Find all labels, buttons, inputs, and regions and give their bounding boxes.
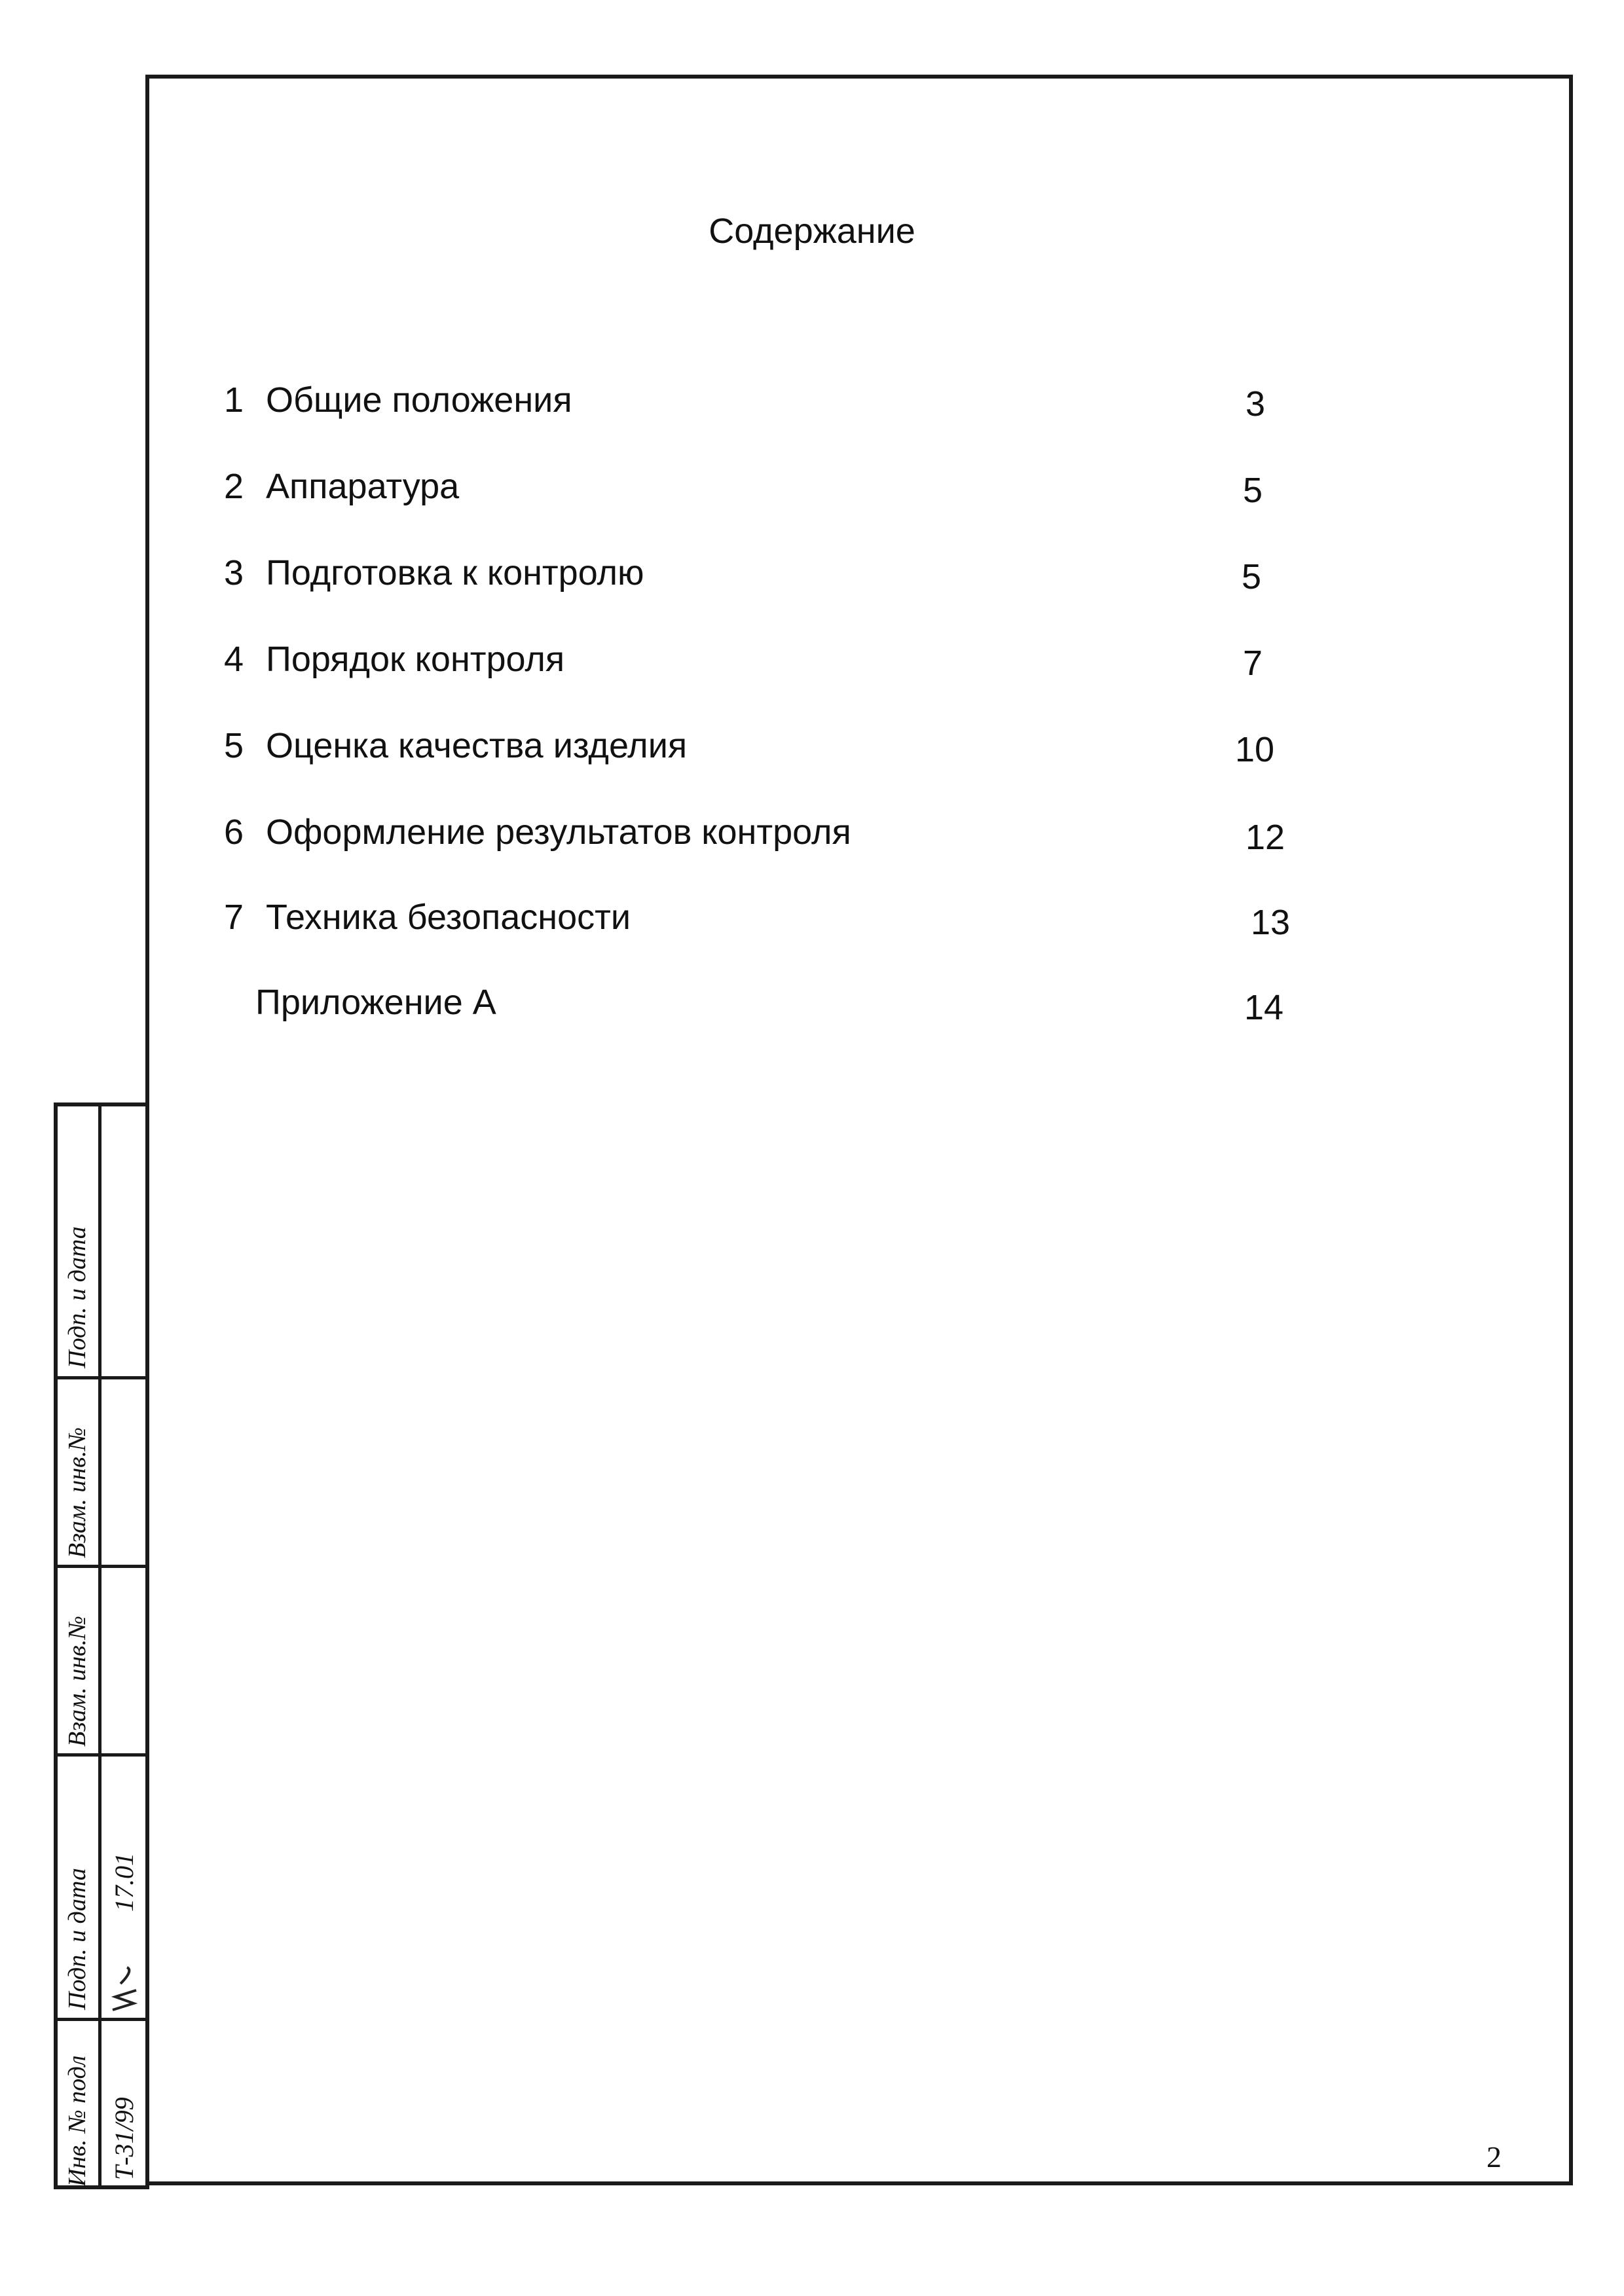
toc-page: 10 <box>1235 730 1275 769</box>
stamp-label-sign-date: Подп. и дата <box>64 1868 91 2010</box>
stamp-column-divider <box>98 1106 101 2185</box>
toc-title: Общие положения <box>266 380 572 420</box>
toc-page: 7 <box>1243 644 1263 683</box>
toc-number: 4 <box>224 640 244 679</box>
toc-page: 5 <box>1243 471 1263 510</box>
toc-number: 1 <box>224 380 244 420</box>
toc-title: Оформление результатов контроля <box>266 812 851 852</box>
stamp-label-replaced-inv: Взам. инв.№ <box>64 1427 91 1558</box>
stamp-row-divider <box>58 1753 145 1757</box>
stamp-row-divider <box>58 2018 145 2021</box>
stamp-label-replaced-inv: Взам. инв.№ <box>64 1616 91 1747</box>
toc-page: 3 <box>1246 384 1266 424</box>
toc-number: 5 <box>224 726 244 765</box>
toc-number: 2 <box>224 467 244 506</box>
stamp-row-divider <box>58 1565 145 1568</box>
toc-page: 12 <box>1246 818 1285 857</box>
toc-number: 3 <box>224 553 244 592</box>
toc-number: 6 <box>224 812 244 852</box>
stamp-label-sign-date: Подп. и дата <box>64 1226 91 1368</box>
stamp-label-inv-original: Инв. № подл <box>64 2055 91 2187</box>
stamp-date-value: 17.01 <box>109 1853 139 1912</box>
stamp-inventory-value: Т-31/99 <box>109 2097 139 2180</box>
page-number: 2 <box>1486 2140 1502 2174</box>
toc-number: 7 <box>224 898 244 937</box>
side-stamp-table <box>54 1102 149 2189</box>
toc-title: Техника безопасности <box>266 898 631 937</box>
toc-page: 14 <box>1244 988 1284 1027</box>
toc-title: Приложение А <box>255 983 496 1022</box>
toc-title: Подготовка к контролю <box>266 553 644 592</box>
toc-title: Аппаратура <box>266 467 460 506</box>
toc-page: 5 <box>1242 557 1262 596</box>
toc-title: Оценка качества изделия <box>266 726 688 765</box>
signature-icon <box>107 1964 144 2016</box>
stamp-row-divider <box>58 1376 145 1379</box>
page-title: Содержание <box>709 211 915 251</box>
toc-page: 13 <box>1251 903 1291 942</box>
toc-title: Порядок контроля <box>266 640 565 679</box>
